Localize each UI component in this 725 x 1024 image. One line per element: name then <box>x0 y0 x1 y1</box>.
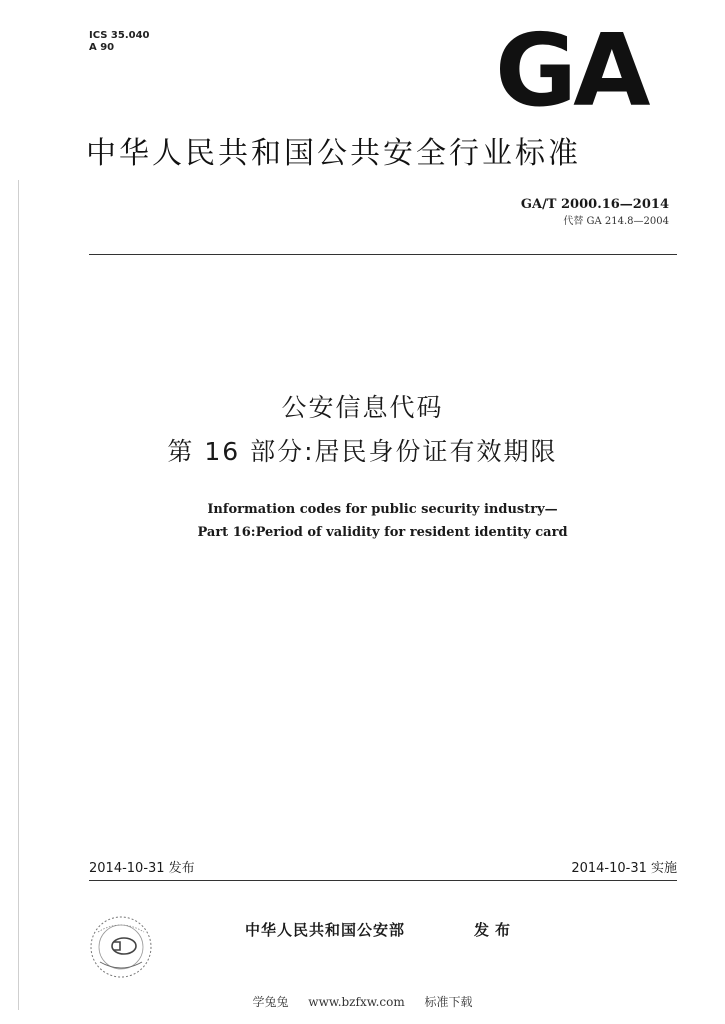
implementation-date: 2014-10-31 实施 <box>571 861 677 876</box>
download-footer <box>0 994 725 1010</box>
footer-divider <box>89 880 677 881</box>
ccs-code: A 90 <box>89 42 115 53</box>
ga-logo: GA <box>495 12 647 129</box>
ics-code: ICS 35.040 <box>89 30 150 41</box>
scan-edge-line <box>18 180 19 1010</box>
footer-tagline: 标准下载 <box>424 995 473 1009</box>
header-divider <box>89 254 677 255</box>
title-chinese-line1: 公安信息代码 <box>281 393 444 422</box>
footer-site-name: 学兔兔 <box>252 995 289 1009</box>
standard-number: GA/T 2000.16—2014 <box>520 197 669 212</box>
title-chinese-line2: 第 16 部分:居民身份证有效期限 <box>167 437 558 466</box>
issue-date: 2014-10-31 发布 <box>89 861 195 876</box>
title-english-line2: Part 16:Period of validity for resident identity card <box>197 525 568 540</box>
publisher-name: 中华人民共和国公安部 <box>245 921 406 939</box>
standard-category: 中华人民共和国公共安全行业标准 <box>86 136 581 171</box>
title-english-line1: Information codes for public security industry— <box>207 502 558 517</box>
publish-label: 发布 <box>474 921 517 939</box>
footer-url-link[interactable]: www.bzfxw.com <box>308 995 405 1009</box>
publisher-stamp-icon <box>86 912 156 982</box>
classification-codes <box>89 30 150 54</box>
replaces-standard: 代替 GA 214.8—2004 <box>563 216 669 227</box>
